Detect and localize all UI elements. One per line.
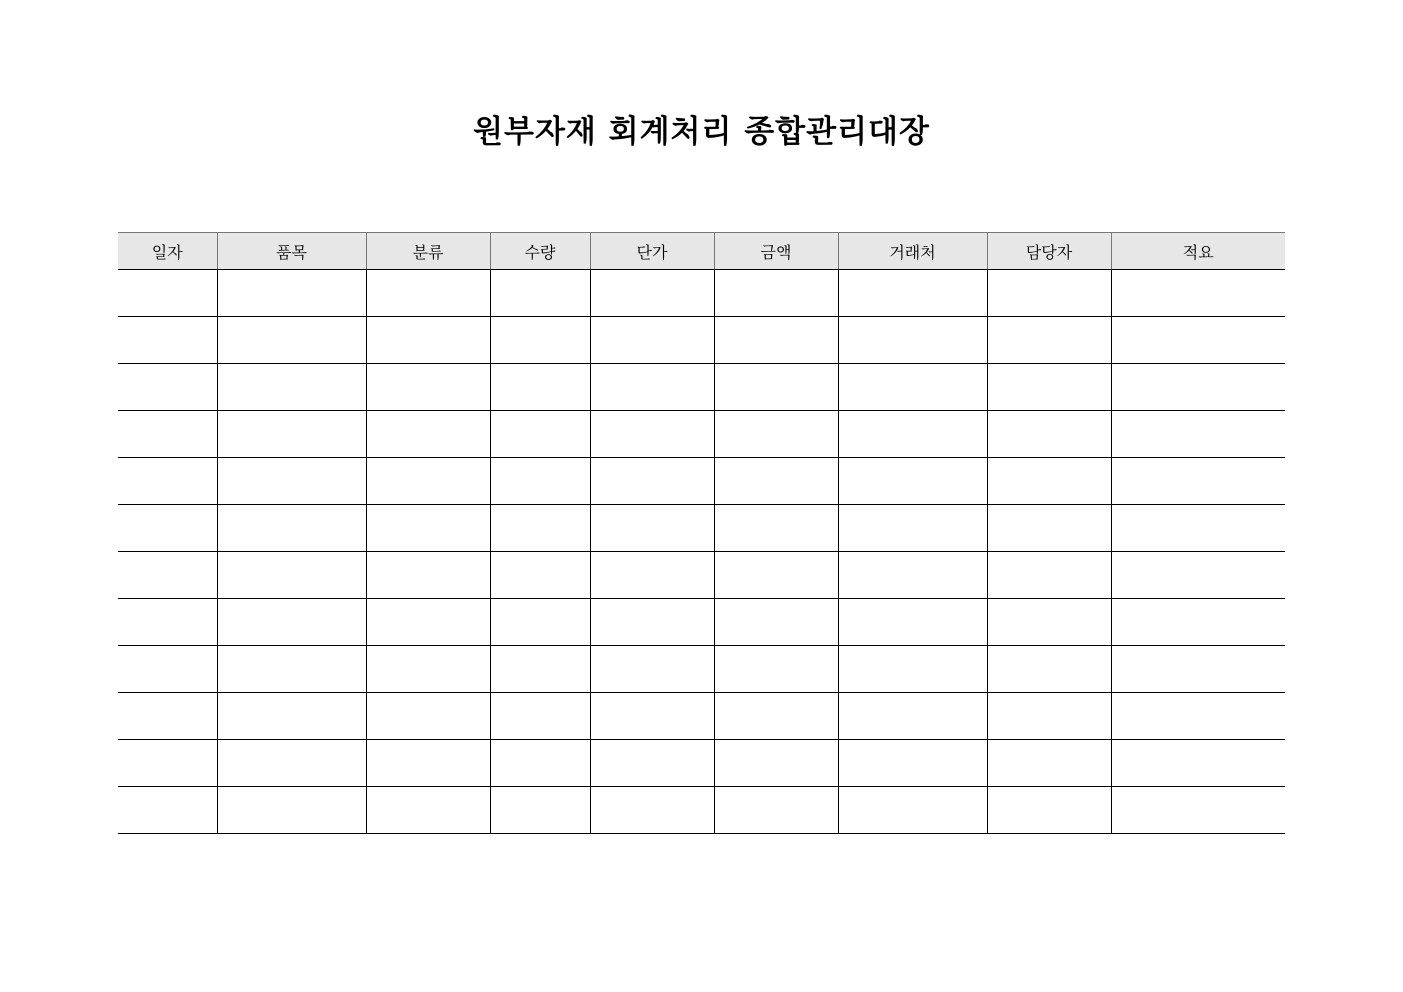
header-quantity: 수량 [490, 233, 590, 270]
cell-item[interactable] [217, 458, 366, 505]
cell-manager[interactable] [987, 740, 1111, 787]
cell-unit-price[interactable] [590, 646, 714, 693]
cell-unit-price[interactable] [590, 270, 714, 317]
cell-item[interactable] [217, 411, 366, 458]
cell-category[interactable] [366, 411, 490, 458]
header-unit-price: 단가 [590, 233, 714, 270]
cell-manager[interactable] [987, 270, 1111, 317]
cell-manager[interactable] [987, 411, 1111, 458]
cell-category[interactable] [366, 505, 490, 552]
cell-item[interactable] [217, 552, 366, 599]
cell-category[interactable] [366, 740, 490, 787]
table-row [118, 411, 1285, 458]
cell-unit-price[interactable] [590, 505, 714, 552]
cell-category[interactable] [366, 787, 490, 834]
cell-amount[interactable] [714, 552, 838, 599]
cell-unit-price[interactable] [590, 317, 714, 364]
header-date: 일자 [118, 233, 217, 270]
cell-quantity[interactable] [490, 505, 590, 552]
cell-amount[interactable] [714, 505, 838, 552]
cell-vendor[interactable] [838, 411, 987, 458]
cell-vendor[interactable] [838, 646, 987, 693]
cell-unit-price[interactable] [590, 740, 714, 787]
table-row [118, 270, 1285, 317]
cell-amount[interactable] [714, 599, 838, 646]
cell-unit-price[interactable] [590, 693, 714, 740]
cell-unit-price[interactable] [590, 364, 714, 411]
cell-date[interactable] [118, 552, 217, 599]
cell-quantity[interactable] [490, 599, 590, 646]
cell-date[interactable] [118, 364, 217, 411]
cell-amount[interactable] [714, 270, 838, 317]
cell-vendor[interactable] [838, 364, 987, 411]
ledger-table [118, 232, 1285, 834]
table-row [118, 317, 1285, 364]
cell-quantity[interactable] [490, 411, 590, 458]
cell-quantity[interactable] [490, 458, 590, 505]
cell-quantity[interactable] [490, 317, 590, 364]
cell-item[interactable] [217, 364, 366, 411]
header-item: 품목 [217, 233, 366, 270]
page-title: 원부자재 회계처리 종합관리대장 [473, 114, 930, 150]
cell-item[interactable] [217, 599, 366, 646]
cell-manager[interactable] [987, 458, 1111, 505]
cell-manager[interactable] [987, 599, 1111, 646]
cell-vendor[interactable] [838, 693, 987, 740]
cell-amount[interactable] [714, 787, 838, 834]
table-row [118, 740, 1285, 787]
table-row [118, 364, 1285, 411]
cell-unit-price[interactable] [590, 787, 714, 834]
header-row [118, 233, 1285, 270]
cell-amount[interactable] [714, 646, 838, 693]
cell-unit-price[interactable] [590, 599, 714, 646]
cell-remarks[interactable] [1111, 740, 1285, 787]
cell-remarks[interactable] [1111, 787, 1285, 834]
cell-item[interactable] [217, 505, 366, 552]
cell-date[interactable] [118, 317, 217, 364]
cell-remarks[interactable] [1111, 646, 1285, 693]
cell-item[interactable] [217, 270, 366, 317]
cell-category[interactable] [366, 270, 490, 317]
header-amount: 금액 [714, 233, 838, 270]
cell-date[interactable] [118, 740, 217, 787]
cell-vendor[interactable] [838, 740, 987, 787]
cell-manager[interactable] [987, 646, 1111, 693]
cell-unit-price[interactable] [590, 411, 714, 458]
table-row [118, 505, 1285, 552]
cell-vendor[interactable] [838, 599, 987, 646]
cell-remarks[interactable] [1111, 364, 1285, 411]
cell-category[interactable] [366, 458, 490, 505]
cell-remarks[interactable] [1111, 411, 1285, 458]
header-vendor: 거래처 [838, 233, 987, 270]
cell-quantity[interactable] [490, 787, 590, 834]
cell-quantity[interactable] [490, 740, 590, 787]
cell-category[interactable] [366, 317, 490, 364]
cell-date[interactable] [118, 458, 217, 505]
cell-item[interactable] [217, 693, 366, 740]
cell-date[interactable] [118, 411, 217, 458]
table-row [118, 693, 1285, 740]
cell-quantity[interactable] [490, 646, 590, 693]
cell-quantity[interactable] [490, 693, 590, 740]
cell-manager[interactable] [987, 787, 1111, 834]
cell-category[interactable] [366, 693, 490, 740]
table-row [118, 787, 1285, 834]
cell-date[interactable] [118, 505, 217, 552]
table-row [118, 458, 1285, 505]
cell-remarks[interactable] [1111, 458, 1285, 505]
table-row [118, 599, 1285, 646]
cell-vendor[interactable] [838, 552, 987, 599]
cell-amount[interactable] [714, 693, 838, 740]
cell-remarks[interactable] [1111, 599, 1285, 646]
table-body [118, 270, 1285, 834]
cell-manager[interactable] [987, 317, 1111, 364]
cell-manager[interactable] [987, 552, 1111, 599]
cell-category[interactable] [366, 552, 490, 599]
table-row [118, 552, 1285, 599]
cell-remarks[interactable] [1111, 552, 1285, 599]
cell-item[interactable] [217, 646, 366, 693]
cell-amount[interactable] [714, 411, 838, 458]
table-header [118, 233, 1285, 270]
cell-quantity[interactable] [490, 270, 590, 317]
cell-remarks[interactable] [1111, 270, 1285, 317]
cell-vendor[interactable] [838, 317, 987, 364]
cell-category[interactable] [366, 364, 490, 411]
cell-date[interactable] [118, 693, 217, 740]
cell-item[interactable] [217, 740, 366, 787]
cell-unit-price[interactable] [590, 552, 714, 599]
cell-remarks[interactable] [1111, 505, 1285, 552]
cell-manager[interactable] [987, 364, 1111, 411]
cell-category[interactable] [366, 646, 490, 693]
cell-item[interactable] [217, 787, 366, 834]
cell-amount[interactable] [714, 740, 838, 787]
header-remarks: 적요 [1111, 233, 1285, 270]
cell-remarks[interactable] [1111, 693, 1285, 740]
cell-vendor[interactable] [838, 458, 987, 505]
cell-quantity[interactable] [490, 552, 590, 599]
cell-date[interactable] [118, 599, 217, 646]
cell-manager[interactable] [987, 505, 1111, 552]
header-manager: 담당자 [987, 233, 1111, 270]
cell-amount[interactable] [714, 364, 838, 411]
cell-vendor[interactable] [838, 787, 987, 834]
cell-quantity[interactable] [490, 364, 590, 411]
cell-vendor[interactable] [838, 505, 987, 552]
cell-vendor[interactable] [838, 270, 987, 317]
cell-category[interactable] [366, 599, 490, 646]
header-category: 분류 [366, 233, 490, 270]
cell-amount[interactable] [714, 317, 838, 364]
cell-date[interactable] [118, 646, 217, 693]
cell-date[interactable] [118, 787, 217, 834]
cell-manager[interactable] [987, 693, 1111, 740]
cell-remarks[interactable] [1111, 317, 1285, 364]
cell-unit-price[interactable] [590, 458, 714, 505]
cell-date[interactable] [118, 270, 217, 317]
table-row [118, 646, 1285, 693]
cell-item[interactable] [217, 317, 366, 364]
cell-amount[interactable] [714, 458, 838, 505]
